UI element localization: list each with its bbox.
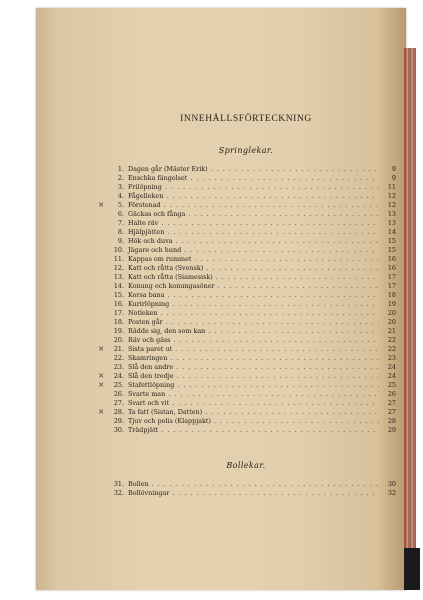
- entry-page: 9: [391, 174, 396, 182]
- entry-number: 13.: [113, 273, 124, 281]
- toc-entry: [96, 390, 396, 399]
- toc-content: [96, 114, 396, 498]
- entry-title: Bollen: [128, 480, 149, 488]
- leader-dots: [208, 327, 379, 336]
- leader-dots: [165, 183, 379, 192]
- entry-page: 32: [387, 489, 396, 497]
- entry-page: 30: [387, 480, 396, 488]
- entry-title: Ta fatt (Sistan, Datten): [128, 408, 203, 416]
- entry-title: Kurirlöpning: [128, 300, 170, 308]
- entry-page: 29: [387, 426, 396, 434]
- toc-entry: [96, 237, 396, 246]
- toc-entry: [96, 489, 396, 498]
- entry-title: Notleken: [128, 309, 158, 317]
- entry-page: 15: [387, 237, 396, 245]
- leader-dots: [216, 273, 379, 282]
- entry-number: 12.: [113, 264, 124, 272]
- entry-title: Konung och konungasöner: [128, 282, 215, 290]
- leader-dots: [166, 192, 379, 201]
- handwritten-mark: ×: [98, 380, 105, 389]
- entry-page: 23: [387, 354, 396, 362]
- entry-page: 9: [391, 165, 396, 173]
- leader-dots: [175, 345, 379, 354]
- entry-title: Fågelleken: [128, 192, 164, 200]
- leader-dots: [205, 408, 379, 417]
- entry-number: 11.: [113, 255, 124, 263]
- toc-entry: [96, 372, 396, 381]
- entry-number: 14.: [113, 282, 124, 290]
- entry-title: Kappas om rummet: [128, 255, 192, 263]
- toc-entry: [96, 228, 396, 237]
- leader-dots: [173, 336, 379, 345]
- entry-number: 5.: [117, 201, 124, 209]
- toc-heading: INNEHÅLLSFÖRTECKNING: [180, 114, 312, 124]
- toc-entry: [96, 327, 396, 336]
- toc-entry: [96, 426, 396, 435]
- toc-entry: [96, 291, 396, 300]
- entry-page: 12: [387, 192, 396, 200]
- entry-title: Katt och råtta (Siamesisk): [128, 273, 213, 281]
- entry-title: Svart och vit: [128, 399, 170, 407]
- leader-dots: [161, 426, 379, 435]
- entry-page: 25: [387, 381, 396, 389]
- leader-dots: [176, 363, 379, 372]
- toc-entry: [96, 192, 396, 201]
- leader-dots: [167, 228, 379, 237]
- toc-entry: [96, 417, 396, 426]
- leader-dots: [166, 318, 379, 327]
- entry-title: Dagen går (Mäster Erik): [128, 165, 208, 173]
- entry-title: Gäckas och fånga: [128, 210, 186, 218]
- toc-entry: [96, 408, 396, 417]
- entry-number: 19.: [113, 327, 124, 335]
- entry-page: 15: [387, 246, 396, 254]
- entry-number: 21.: [113, 345, 124, 353]
- entry-page: 17: [387, 282, 396, 290]
- section-title-bollekar: Bollekar.: [226, 461, 266, 470]
- leader-dots: [172, 399, 379, 408]
- entry-title: Frilöpning: [128, 183, 162, 191]
- entry-page: 27: [387, 408, 396, 416]
- leader-dots: [218, 282, 379, 291]
- entry-number: 27.: [113, 399, 124, 407]
- toc-entry: [96, 165, 396, 174]
- entry-number: 24.: [113, 372, 124, 380]
- entry-number: 3.: [117, 183, 124, 191]
- entry-number: 30.: [113, 426, 124, 434]
- entry-page: 21: [387, 327, 396, 335]
- entry-page: 22: [387, 336, 396, 344]
- entry-page: 13: [387, 210, 396, 218]
- entry-title: Bollövningar: [128, 489, 170, 497]
- toc-list-bollekar: [96, 480, 396, 498]
- entry-page: 16: [387, 255, 396, 263]
- entry-title: Slå den andre: [128, 363, 174, 371]
- entry-title: Katt och råtta (Svensk): [128, 264, 204, 272]
- leader-dots: [206, 264, 379, 273]
- entry-page: 18: [387, 291, 396, 299]
- entry-title: Hök och duva: [128, 237, 173, 245]
- handwritten-mark: ×: [98, 200, 105, 209]
- entry-number: 23.: [113, 363, 124, 371]
- entry-page: 19: [387, 300, 396, 308]
- leader-dots: [168, 390, 379, 399]
- leader-dots: [170, 354, 379, 363]
- entry-title: Rädde sig, den som kan: [128, 327, 206, 335]
- toc-entry: [96, 246, 396, 255]
- entry-number: 1.: [117, 165, 124, 173]
- entry-number: 6.: [117, 210, 124, 218]
- leader-dots: [177, 372, 379, 381]
- entry-page: 26: [387, 390, 396, 398]
- leader-dots: [177, 381, 379, 390]
- leader-dots: [214, 417, 379, 426]
- toc-entry: [96, 210, 396, 219]
- toc-list-springlekar: [96, 165, 396, 435]
- entry-number: 10.: [113, 246, 124, 254]
- leader-dots: [161, 219, 379, 228]
- toc-entry: [96, 399, 396, 408]
- entry-number: 25.: [113, 381, 124, 389]
- entry-title: Enschka fängelset: [128, 174, 188, 182]
- toc-entry: [96, 300, 396, 309]
- leader-dots: [211, 165, 379, 174]
- entry-title: Skamringen: [128, 354, 168, 362]
- toc-entry: [96, 363, 396, 372]
- handwritten-mark: ×: [98, 371, 105, 380]
- entry-page: 12: [387, 201, 396, 209]
- leader-dots: [184, 246, 379, 255]
- entry-number: 15.: [113, 291, 124, 299]
- leader-dots: [152, 480, 379, 489]
- entry-page: 27: [387, 399, 396, 407]
- page-edge: [404, 48, 416, 548]
- entry-number: 28.: [113, 408, 124, 416]
- leader-dots: [164, 201, 379, 210]
- toc-entry: [96, 354, 396, 363]
- entry-title: Trädpjätt: [128, 426, 159, 434]
- entry-title: Korsa bana: [128, 291, 165, 299]
- toc-entry: [96, 273, 396, 282]
- entry-number: 22.: [113, 354, 124, 362]
- entry-title: Hjälpjätten: [128, 228, 165, 236]
- toc-entry: [96, 183, 396, 192]
- toc-entry: [96, 480, 396, 489]
- toc-entry: [96, 255, 396, 264]
- entry-number: 7.: [117, 219, 124, 227]
- entry-title: Svarte man: [128, 390, 166, 398]
- entry-page: 16: [387, 264, 396, 272]
- toc-entry: [96, 174, 396, 183]
- leader-dots: [172, 489, 379, 498]
- entry-number: 4.: [117, 192, 124, 200]
- entry-number: 29.: [113, 417, 124, 425]
- entry-page: 22: [387, 345, 396, 353]
- book-page: [36, 8, 406, 590]
- entry-number: 2.: [117, 174, 124, 182]
- toc-entry: [96, 345, 396, 354]
- leader-dots: [190, 174, 379, 183]
- entry-number: 17.: [113, 309, 124, 317]
- entry-page: 20: [387, 318, 396, 326]
- toc-entry: [96, 309, 396, 318]
- leader-dots: [172, 300, 379, 309]
- entry-number: 26.: [113, 390, 124, 398]
- entry-page: 24: [387, 372, 396, 380]
- entry-title: Tjuv och polis (Klappjakt): [128, 417, 211, 425]
- toc-entry: [96, 318, 396, 327]
- handwritten-mark: ×: [98, 407, 105, 416]
- entry-title: Räv och gäss: [128, 336, 171, 344]
- entry-title: Slå den tredje: [128, 372, 174, 380]
- toc-entry: [96, 381, 396, 390]
- entry-number: 31.: [113, 480, 124, 488]
- entry-title: Sista paret ut: [128, 345, 173, 353]
- entry-title: Stafettlöpning: [128, 381, 175, 389]
- entry-number: 8.: [117, 228, 124, 236]
- entry-number: 16.: [113, 300, 124, 308]
- entry-page: 13: [387, 219, 396, 227]
- entry-page: 17: [387, 273, 396, 281]
- entry-page: 14: [387, 228, 396, 236]
- entry-page: 28: [387, 417, 396, 425]
- leader-dots: [161, 309, 379, 318]
- entry-title: Halte räv: [128, 219, 159, 227]
- entry-title: Posten går: [128, 318, 163, 326]
- leader-dots: [176, 237, 379, 246]
- entry-number: 32.: [113, 489, 124, 497]
- leader-dots: [188, 210, 379, 219]
- entry-page: 24: [387, 363, 396, 371]
- handwritten-mark: ×: [98, 344, 105, 353]
- entry-number: 9.: [117, 237, 124, 245]
- entry-title: Jägare och hund: [128, 246, 182, 254]
- entry-number: 18.: [113, 318, 124, 326]
- page-corner-shadow: [404, 548, 420, 590]
- leader-dots: [194, 255, 379, 264]
- entry-page: 11: [387, 183, 396, 191]
- entry-number: 20.: [113, 336, 124, 344]
- section-title-springlekar: Springlekar.: [218, 146, 274, 155]
- toc-entry: [96, 201, 396, 210]
- toc-entry: [96, 219, 396, 228]
- toc-entry: [96, 336, 396, 345]
- entry-title: Förstenad: [128, 201, 161, 209]
- entry-page: 20: [387, 309, 396, 317]
- toc-entry: [96, 282, 396, 291]
- toc-entry: [96, 264, 396, 273]
- leader-dots: [167, 291, 379, 300]
